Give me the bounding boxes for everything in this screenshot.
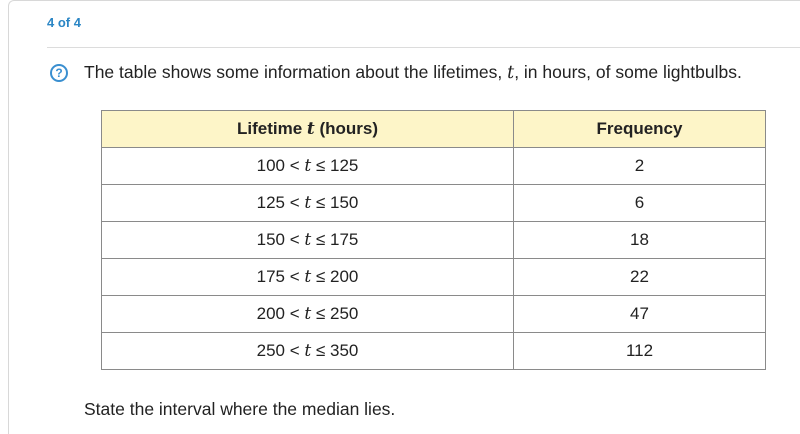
interval-upper: ≤ 125 [311,156,359,175]
question-counter: 4 of 4 [47,15,81,30]
help-icon[interactable]: ? [50,64,68,82]
variable-t: t [304,341,312,361]
lifetime-interval-cell [102,259,514,296]
question-text [84,62,742,83]
lifetime-interval-cell [102,333,514,370]
header-lifetime-label: Lifetime [236,119,307,138]
variable-t: t [507,63,515,83]
interval-upper: ≤ 200 [311,267,359,286]
interval-lower: 200 < [256,304,305,323]
table-header-row [102,111,766,148]
frequency-cell: 6 [514,185,766,222]
prompt-text: State the interval where the median lies. [84,399,396,419]
frequency-cell: 22 [514,259,766,296]
table-row [102,259,766,296]
lifetime-interval-cell [102,185,514,222]
question-text-start: The table shows some information about the lifetimes, [84,62,508,82]
frequency-cell: 18 [514,222,766,259]
question-text-end: , in hours, of some lightbulbs. [514,62,742,82]
variable-t: t [304,193,312,213]
header-lifetime [102,111,514,148]
header-frequency: Frequency [514,111,766,148]
table-row [102,333,766,370]
lifetime-interval-cell [102,148,514,185]
table-row [102,222,766,259]
interval-lower: 250 < [256,341,305,360]
lifetime-interval-cell [102,296,514,333]
interval-upper: ≤ 150 [311,193,359,212]
interval-lower: 100 < [256,156,305,175]
variable-t: t [304,156,312,176]
table-row [102,185,766,222]
frequency-cell: 47 [514,296,766,333]
variable-t: t [306,119,315,139]
interval-lower: 150 < [256,230,305,249]
variable-t: t [304,230,312,250]
interval-upper: ≤ 250 [311,304,359,323]
frequency-cell: 112 [514,333,766,370]
interval-upper: ≤ 175 [311,230,359,249]
interval-upper: ≤ 350 [311,341,359,360]
interval-lower: 125 < [256,193,305,212]
table-row [102,296,766,333]
table-row [102,148,766,185]
frequency-table [101,110,766,370]
interval-lower: 175 < [256,267,305,286]
divider [47,47,800,48]
variable-t: t [304,304,312,324]
frequency-cell: 2 [514,148,766,185]
header-lifetime-unit: (hours) [314,119,379,138]
variable-t: t [304,267,312,287]
lifetime-interval-cell [102,222,514,259]
